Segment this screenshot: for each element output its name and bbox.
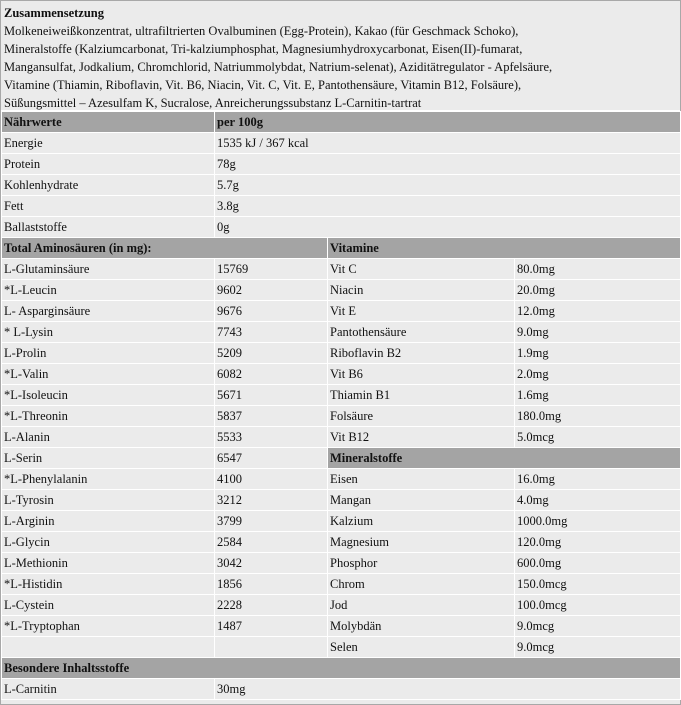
amino-value: 5671 (215, 385, 328, 406)
amino-value: 7743 (215, 322, 328, 343)
nutrient-label: Kohlenhydrate (2, 175, 215, 196)
amino-row (2, 616, 681, 637)
amino-value: 4100 (215, 469, 328, 490)
amino-label: * L-Lysin (2, 322, 215, 343)
amino-label: L-Methionin (2, 553, 215, 574)
amino-row (2, 511, 681, 532)
amino-label: L-Prolin (2, 343, 215, 364)
vitamin-value: 1.9mg (515, 343, 681, 364)
vitamin-label: Thiamin B1 (328, 385, 515, 406)
nutrition-row (2, 175, 681, 196)
mineral-value: 9.0mcg (515, 637, 681, 658)
special-value: 30mg (215, 679, 681, 700)
amino-row (2, 364, 681, 385)
amino-row (2, 448, 681, 469)
mineral-value: 1000.0mg (515, 511, 681, 532)
mineral-value: 600.0mg (515, 553, 681, 574)
mineral-value: 4.0mg (515, 490, 681, 511)
amino-row (2, 280, 681, 301)
amino-value: 1856 (215, 574, 328, 595)
mineral-label: Kalzium (328, 511, 515, 532)
vitamin-label: Vit E (328, 301, 515, 322)
amino-label: L-Glycin (2, 532, 215, 553)
mineral-label: Mangan (328, 490, 515, 511)
empty-cell (2, 637, 215, 658)
nutrition-header-row (2, 112, 681, 133)
amino-row (2, 553, 681, 574)
amino-label: L-Serin (2, 448, 215, 469)
amino-row (2, 532, 681, 553)
amino-label: L- Asparginsäure (2, 301, 215, 322)
mineral-label: Eisen (328, 469, 515, 490)
mineral-value: 9.0mcg (515, 616, 681, 637)
amino-row (2, 406, 681, 427)
amino-value: 3042 (215, 553, 328, 574)
amino-row (2, 469, 681, 490)
special-label: L-Carnitin (2, 679, 215, 700)
vitamin-label: Vit B12 (328, 427, 515, 448)
amino-label: L-Alanin (2, 427, 215, 448)
nutrient-label: Fett (2, 196, 215, 217)
amino-label: *L-Valin (2, 364, 215, 385)
amino-label: L-Tyrosin (2, 490, 215, 511)
vitamin-value: 5.0mcg (515, 427, 681, 448)
special-row (2, 679, 681, 700)
amino-value: 3212 (215, 490, 328, 511)
ingredients-line: Süßungsmittel – Azesulfam K, Sucralose, Anreicherungssubstanz L-Carnitin-tartrat (4, 96, 422, 110)
nutrition-row (2, 217, 681, 238)
vitamin-value: 180.0mg (515, 406, 681, 427)
nutrition-row (2, 154, 681, 175)
amino-value: 9602 (215, 280, 328, 301)
nutrition-table-body (2, 112, 681, 700)
amino-label: *L-Leucin (2, 280, 215, 301)
amino-value: 5533 (215, 427, 328, 448)
amino-value: 2228 (215, 595, 328, 616)
amino-row (2, 301, 681, 322)
amino-value: 6547 (215, 448, 328, 469)
amino-row (2, 595, 681, 616)
amino-row (2, 259, 681, 280)
ingredients-line: Mangansulfat, Jodkalium, Chromchlorid, Natriummolybdat, Natrium-selenat), Aziditätregulator - Apfelsäure, (4, 60, 553, 74)
amino-label: *L-Phenylalanin (2, 469, 215, 490)
mineral-extra-row (2, 637, 681, 658)
nutrient-value: 78g (215, 154, 681, 175)
amino-value: 15769 (215, 259, 328, 280)
amino-label: *L-Isoleucin (2, 385, 215, 406)
mineral-value: 100.0mcg (515, 595, 681, 616)
amino-value: 6082 (215, 364, 328, 385)
vitamin-value: 2.0mg (515, 364, 681, 385)
amino-label: L-Glutaminsäure (2, 259, 215, 280)
nutrient-value: 1535 kJ / 367 kcal (215, 133, 681, 154)
amino-value: 1487 (215, 616, 328, 637)
mineral-label: Magnesium (328, 532, 515, 553)
mineral-label: Chrom (328, 574, 515, 595)
amino-row (2, 427, 681, 448)
mineral-value: 150.0mcg (515, 574, 681, 595)
nutrition-table (1, 111, 681, 700)
nutrition-row (2, 133, 681, 154)
nutrition-header-value: per 100g (215, 112, 681, 133)
nutrition-row (2, 196, 681, 217)
mineral-label: Molybdän (328, 616, 515, 637)
mineral-value: 120.0mg (515, 532, 681, 553)
vitamin-value: 80.0mg (515, 259, 681, 280)
vitamin-value: 12.0mg (515, 301, 681, 322)
vitamin-value: 9.0mg (515, 322, 681, 343)
amino-header: Total Aminosäuren (in mg): (2, 238, 328, 259)
amino-label: *L-Threonin (2, 406, 215, 427)
mineral-label: Jod (328, 595, 515, 616)
ingredients-line: Vitamine (Thiamin, Riboflavin, Vit. B6, Niacin, Vit. C, Vit. E, Pantothensäure, Vitamin B12, Folsäure), (4, 78, 522, 92)
ingredients-title: Zusammensetzung (4, 6, 105, 20)
ingredients-line: Mineralstoffe (Kalziumcarbonat, Tri-kalziumphosphat, Magnesiumhydroxycarbonat, Eisen(II)-fumarat, (4, 42, 523, 56)
amino-value: 2584 (215, 532, 328, 553)
amino-value: 5209 (215, 343, 328, 364)
mineral-label: Phosphor (328, 553, 515, 574)
ingredients-block (1, 1, 680, 111)
amino-row (2, 343, 681, 364)
amino-value: 5837 (215, 406, 328, 427)
amino-vitamin-header-row (2, 238, 681, 259)
vitamin-label: Pantothensäure (328, 322, 515, 343)
amino-label: *L-Tryptophan (2, 616, 215, 637)
amino-value: 3799 (215, 511, 328, 532)
nutrient-value: 5.7g (215, 175, 681, 196)
vitamin-label: Riboflavin B2 (328, 343, 515, 364)
amino-row (2, 490, 681, 511)
nutrient-label: Ballaststoffe (2, 217, 215, 238)
ingredients-line: Molkeneiweißkonzentrat, ultrafiltrierten Ovalbuminen (Egg-Protein), Kakao (für Geschmack Schoko), (4, 24, 519, 38)
amino-row (2, 385, 681, 406)
vitamin-label: Folsäure (328, 406, 515, 427)
special-header-row (2, 658, 681, 679)
empty-cell (215, 637, 328, 658)
mineral-value: 16.0mg (515, 469, 681, 490)
vitamins-header: Vitamine (328, 238, 681, 259)
vitamin-value: 20.0mg (515, 280, 681, 301)
vitamin-label: Niacin (328, 280, 515, 301)
minerals-header: Mineralstoffe (328, 448, 681, 469)
special-header: Besondere Inhaltsstoffe (2, 658, 681, 679)
vitamin-label: Vit B6 (328, 364, 515, 385)
amino-value: 9676 (215, 301, 328, 322)
mineral-label: Selen (328, 637, 515, 658)
nutrient-value: 0g (215, 217, 681, 238)
nutrient-label: Energie (2, 133, 215, 154)
amino-row (2, 322, 681, 343)
vitamin-label: Vit C (328, 259, 515, 280)
amino-label: *L-Histidin (2, 574, 215, 595)
nutrient-value: 3.8g (215, 196, 681, 217)
nutrient-label: Protein (2, 154, 215, 175)
amino-label: L-Cystein (2, 595, 215, 616)
nutrition-header-label: Nährwerte (2, 112, 215, 133)
amino-row (2, 574, 681, 595)
amino-label: L-Arginin (2, 511, 215, 532)
vitamin-value: 1.6mg (515, 385, 681, 406)
